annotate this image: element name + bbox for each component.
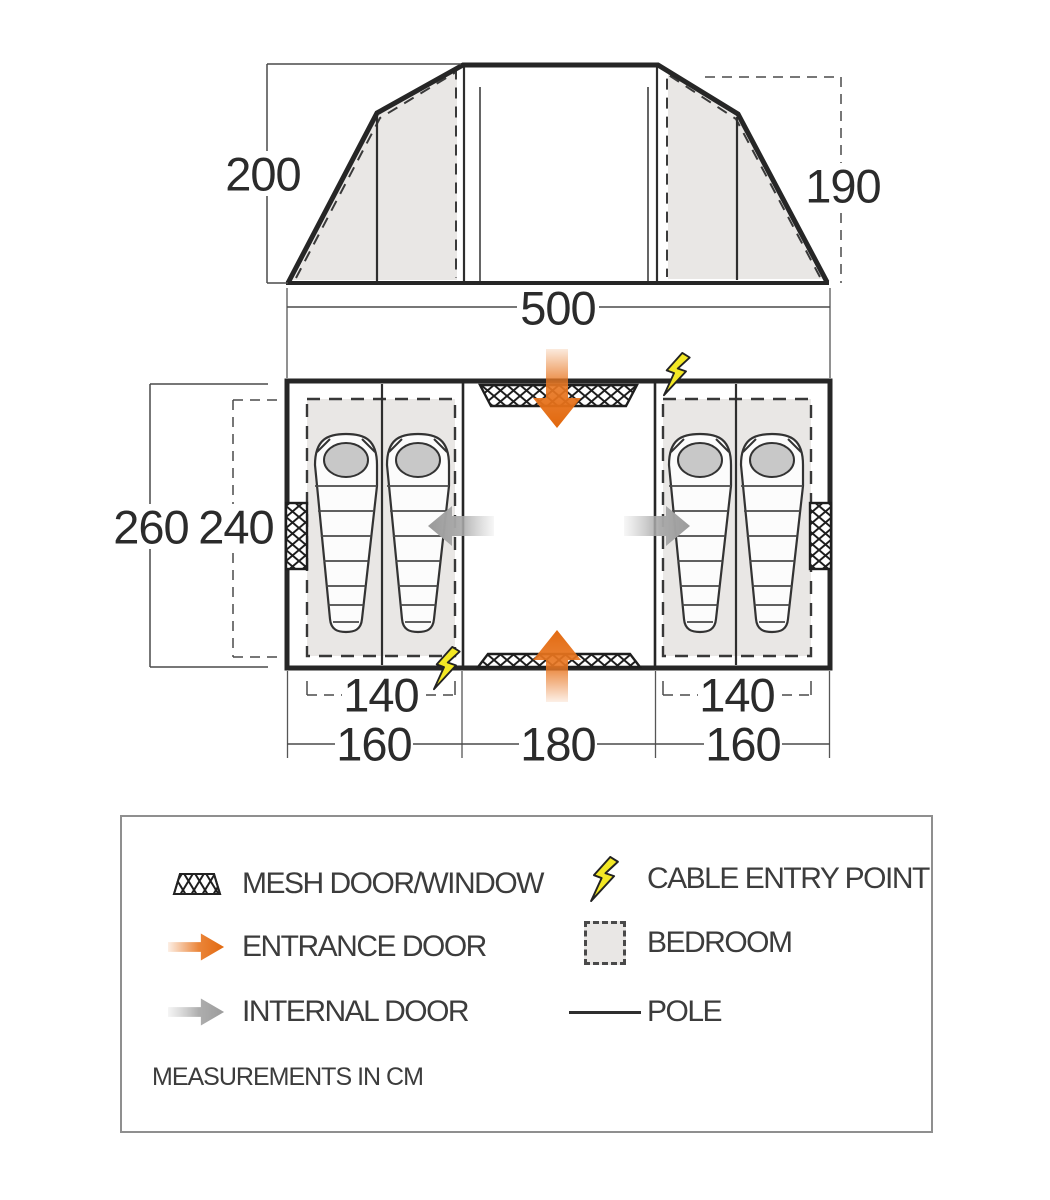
legend-item-pole — [562, 986, 721, 1038]
mesh-door-window-icon — [152, 872, 242, 896]
legend-label-entrance: ENTRANCE DOOR — [242, 930, 486, 963]
legend-item-mesh-door-window — [152, 858, 543, 910]
elevation-view — [224, 64, 882, 378]
dim-elevation-right-height: 190 — [805, 159, 881, 213]
dim-240 — [197, 400, 283, 657]
dim-center-section-width: 180 — [520, 717, 596, 771]
internal-door-icon — [152, 995, 242, 1029]
legend-box — [120, 815, 933, 1133]
mesh-window-right — [810, 503, 831, 569]
legend-label-cable: CABLE ENTRY POINT — [647, 862, 929, 895]
dim-floorplan-outer-depth: 260 — [113, 500, 189, 554]
legend-item-bedroom — [562, 917, 792, 969]
elevation-left-bedroom — [293, 70, 457, 280]
dim-right-section-width: 160 — [705, 717, 781, 771]
legend-label-bedroom: BEDROOM — [647, 926, 792, 959]
dim-right-bedroom-width: 140 — [699, 668, 775, 722]
dim-floorplan-bedroom-depth: 240 — [198, 500, 274, 554]
dim-elevation-width: 500 — [520, 281, 596, 335]
dim-left-section-width: 160 — [336, 717, 412, 771]
elevation-right-bedroom — [668, 72, 822, 279]
legend-item-internal-door — [152, 986, 468, 1038]
legend-label-mesh: MESH DOOR/WINDOW — [242, 867, 543, 900]
legend-label-internal: INTERNAL DOOR — [242, 995, 469, 1028]
dim-elevation-left-height: 200 — [225, 147, 301, 201]
mesh-window-left — [286, 503, 307, 569]
floorplan-view — [112, 349, 831, 771]
measurements-note: MEASUREMENTS IN CM — [152, 1063, 423, 1091]
legend-item-entrance-door — [152, 921, 486, 973]
entrance-door-icon — [152, 930, 242, 964]
legend-item-cable-entry — [562, 853, 929, 905]
cable-entry-point-icon — [562, 856, 647, 902]
bedroom-swatch-icon — [562, 921, 647, 965]
legend-label-pole: POLE — [647, 995, 722, 1028]
dim-left-bedroom-width: 140 — [343, 668, 419, 722]
pole-icon — [562, 1011, 647, 1014]
